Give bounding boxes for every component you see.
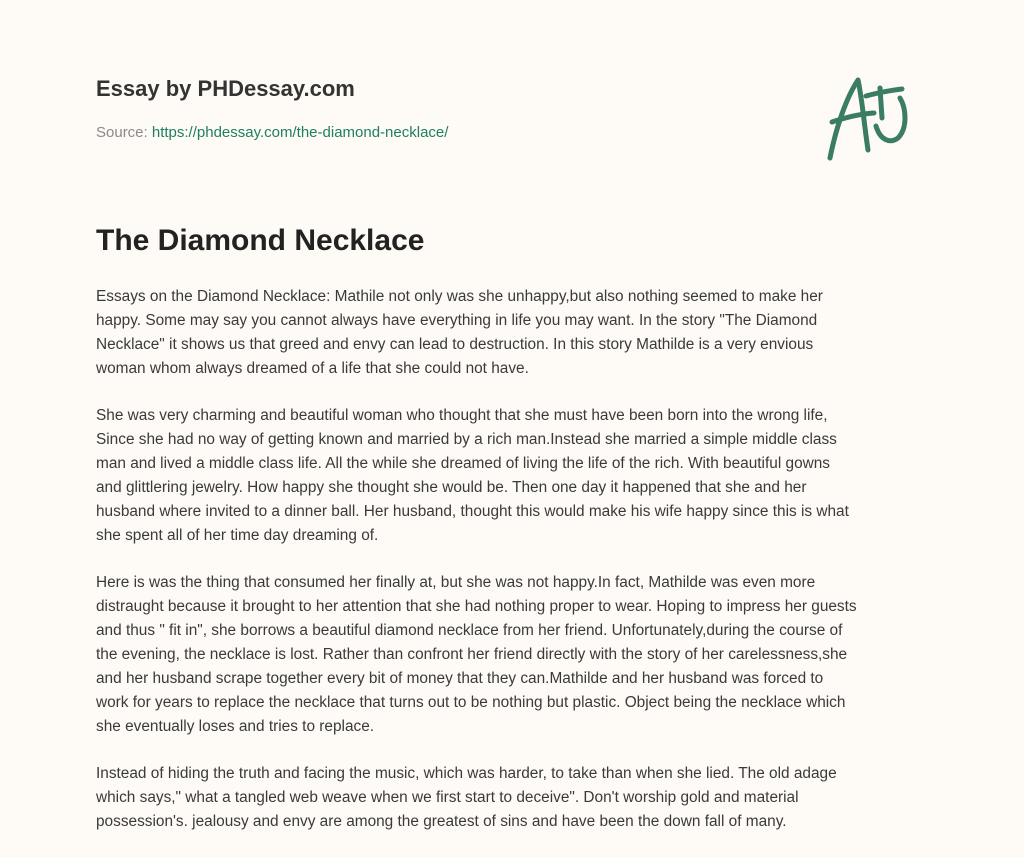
paragraph-line: and her husband scrape together every bit of money that they can.Mathilde and her husband was forced to	[96, 670, 824, 687]
site-title: Essay by PHDessay.com	[96, 76, 355, 101]
a-plus-logo	[818, 68, 930, 164]
paragraph-line: Here is was the thing that consumed her finally at, but she was not happy.In fact, Mathilde was even more	[96, 574, 816, 591]
paragraph-line: Instead of hiding the truth and facing the music, which was harder, to take than when she lied. The old adage	[96, 765, 837, 782]
paragraph-line: she eventually loses and tries to replace.	[96, 718, 375, 735]
source-label: Source:	[96, 124, 148, 141]
article-title: The Diamond Necklace	[96, 224, 425, 257]
paragraph-line: possession's. jealousy and envy are among the greatest of sins and have been the down fall of many.	[96, 813, 787, 830]
paragraph-line: the evening, the necklace is lost. Rather than confront her friend directly with the story of her carelessness,she	[96, 646, 848, 663]
paragraph-line: happy. Some may say you cannot always have everything in life you may want. In the story "The Diamond	[96, 312, 818, 329]
article-paragraph	[96, 762, 956, 834]
article-paragraph	[96, 571, 956, 739]
paragraph-line: Necklace" it shows us that greed and envy can lead to destruction. In this story Mathilde is a very envious	[96, 336, 814, 353]
paragraph-line: distraught because it brought to her attention that she had nothing proper to wear. Hoping to impress her guests	[96, 598, 857, 615]
paragraph-line: and glittlering jewelry. How happy she thought she would be. Then one day it happened that she and her	[96, 479, 807, 496]
paragraph-line: She was very charming and beautiful woman who thought that she must have been born into the wrong life,	[96, 407, 828, 424]
paragraph-line: man and lived a middle class life. All the while she dreamed of living the life of the rich. With beautiful gowns	[96, 455, 831, 472]
paragraph-line: she spent all of her time day dreaming of.	[96, 527, 379, 544]
article-body	[96, 285, 956, 857]
paragraph-line: woman whom always dreamed of a life that she could not have.	[96, 360, 529, 377]
article-paragraph	[96, 404, 956, 548]
paragraph-line: Essays on the Diamond Necklace: Mathile not only was she unhappy,but also nothing seemed to make her	[96, 288, 823, 305]
paragraph-line: work for years to replace the necklace that turns out to be nothing but plastic. Object being the necklace which	[96, 694, 846, 711]
source-link[interactable]: https://phdessay.com/the-diamond-necklace/	[151, 124, 449, 141]
source-line	[96, 124, 448, 141]
paragraph-line: and thus " fit in", she borrows a beautiful diamond necklace from her friend. Unfortunately,during the course of	[96, 622, 843, 639]
article-paragraph	[96, 285, 956, 381]
paragraph-line: husband where invited to a dinner ball. Her husband, thought this would make his wife happy since this is what	[96, 503, 849, 520]
paragraph-line: which says," what a tangled web weave when we first start to deceive". Don't worship gold and material	[96, 789, 799, 806]
paragraph-line: Since she had no way of getting known and married by a rich man.Instead she married a simple middle class	[96, 431, 837, 448]
